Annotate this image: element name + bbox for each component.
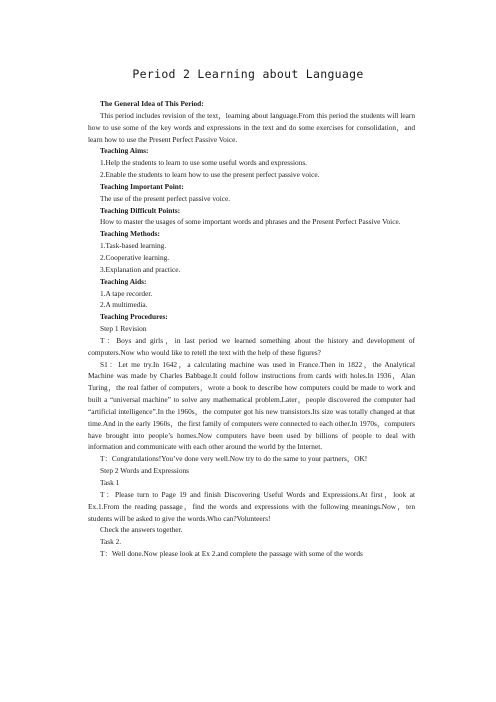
paragraph: 1.Help the students to learn to use some useful words and expressions.	[100, 158, 308, 168]
section-heading: Teaching Important Point:	[100, 181, 184, 191]
document-body	[88, 98, 415, 560]
paragraph: Check the answers together.	[100, 525, 183, 535]
paragraph: 1.A tape recorder.	[100, 288, 153, 298]
section-heading: Teaching Procedures:	[100, 312, 168, 322]
paragraph: T：Please turn to Page 19 and finish Discovering Useful Words and Expressions.At first，look at Ex.1.From the reading passage，find the words and expressions with the following meanings.Now，ten students will be asked to give the words.Who can?Volunteers!	[88, 489, 415, 523]
paragraph: This period includes revision of the text，learning about language.From this period the students will learn how to use some of the key words and expressions in the text and do some exercises for consolidation，and learn how to use the Present Perfect Passive Voice.	[88, 110, 415, 144]
section-heading: Teaching Methods:	[100, 229, 160, 239]
section-heading: Teaching Difficult Points:	[100, 205, 181, 215]
paragraph: 2.A multimedia.	[100, 300, 148, 310]
paragraph: Task 1	[100, 478, 120, 487]
page-title: Period 2 Learning about Language	[132, 67, 364, 81]
section-heading: The General Idea of This Period:	[100, 99, 204, 108]
paragraph: T：Congratulations!You’ve done very well.Now try to do the same to your partners，OK!	[100, 454, 368, 464]
paragraph: The use of the present perfect passive voice.	[100, 193, 231, 203]
paragraph: S1：Let me try.In 1642，a calculating machine was used in France.Then in 1822，the Analytical Machine was made by Charles Babbage.It could follow instructions from cards with holes.In 1936，Alan Turing，the real father of computers，wrote a book to describe how computers could be made to work and built a “universal machine” to solve any mathematical problem.Later，people discovered the computer had “artificial intelligence”.In the 1960s，the computer got his new transistors.Its size was totally changed at that time.And in the early 1960s，the first family of computers were connected to each other.In 1970s，computers have brought into people’s homes.Now computers have been used by billions of people to deal with information and communicate with each other around the world by the Internet.	[88, 359, 415, 452]
section-heading: Teaching Aims:	[100, 146, 149, 156]
paragraph: 1.Task-based learning.	[100, 241, 167, 251]
section-heading: Teaching Aids:	[100, 276, 147, 286]
paragraph: 2.Enable the students to learn how to use the present perfect passive voice.	[100, 170, 320, 180]
paragraph: Task 2.	[100, 537, 122, 547]
paragraph: Step 2 Words and Expressions	[100, 466, 190, 476]
paragraph: How to master the usages of some important words and phrases and the Present Perfect Passive Voice.	[100, 217, 401, 227]
paragraph: T：Boys and girls，in last period we learned something about the history and development of computers.Now who would like to retell the text with the help of these figures?	[88, 335, 415, 357]
paragraph: Step 1 Revision	[100, 324, 147, 334]
paragraph: 2.Cooperative learning.	[100, 252, 170, 262]
paragraph: 3.Explanation and practice.	[100, 264, 181, 274]
paragraph: T：Well done.Now please look at Ex 2.and complete the passage with some of the words	[100, 549, 363, 559]
